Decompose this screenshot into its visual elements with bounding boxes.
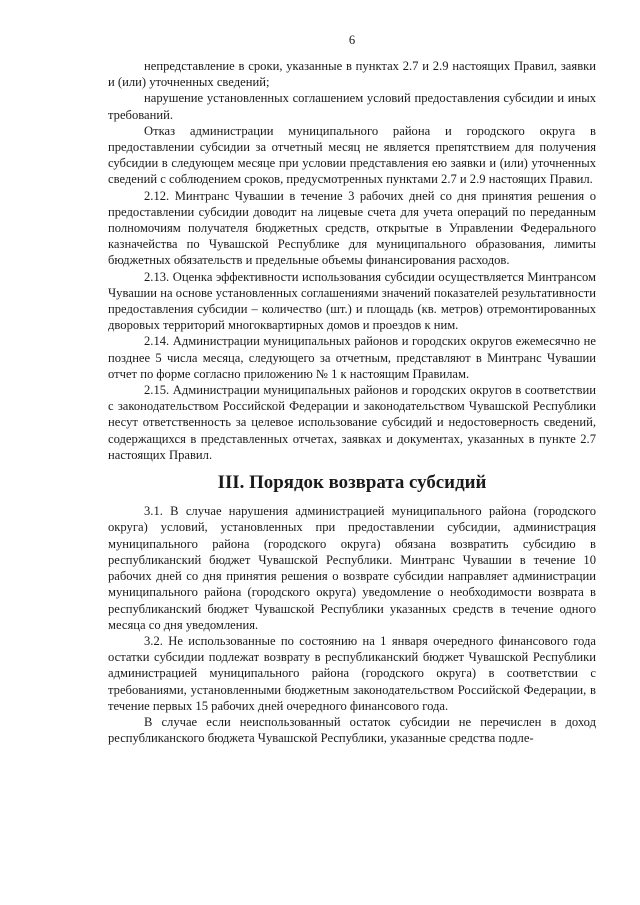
paragraph-2-12: 2.12. Минтранс Чувашии в течение 3 рабочих дней со дня принятия решения о предоставлении субсидии доводит на лицевые счета для учета операций по переданным полномочиям получателя бюджетных средств, открытые в Управлении Федерального казначейства по Чувашской Республике для муниципального образования, лимиты бюджетных обязательств и предельные объемы финансирования расходов. [108,188,596,268]
paragraph-3-2: 3.2. Не использованные по состоянию на 1 января очередного финансового года остатки субсидии подлежат возврату в республиканский бюджет Чувашской Республики администрацией муниципального района (городского округа) в соответствии с требованиями, установленными бюджетным законодательством Российской Федерации, в течение первых 15 рабочих дней очередного финансового года. [108,633,596,713]
document-page [108,32,596,746]
paragraph-item-2: нарушение установленных соглашением условий предоставления субсидии и иных требований. [108,91,596,122]
page-number: 6 [348,33,356,47]
paragraph-2-15: 2.15. Администрации муниципальных районов и городских округов в соответствии с законодательством Российской Федерации и законодательством Чувашской Республики несут ответственность за целевое использование субсидий и недостоверность сведений, содержащихся в представленных отчетах, заявках и документах, указанных в пункте 2.7 настоящих Правил. [108,383,596,462]
paragraph-refusal: Отказ администрации муниципального района и городского округа в предоставлении субсидии за отчетный месяц не является препятствием для получения субсидии в следующем месяце при условии представления ею заявки и (или) уточненных сведений с соблюдением сроков, предусмотренных пунктами 2.7 и 2.9 настоящих Правил. [108,123,596,187]
paragraph-item-1: непредставление в сроки, указанные в пунктах 2.7 и 2.9 настоящих Правил, заявки и (или) уточненных сведений; [108,59,596,90]
paragraph-unused-remainder: В случае если неиспользованный остаток субсидии не перечислен в доход республиканского бюджета Чувашской Республики, указанные средства подле- [108,714,596,746]
paragraph-2-14: 2.14. Администрации муниципальных районов и городских округов ежемесячно не позднее 5 числа месяца, следующего за отчетным, представляют в Минтранс Чувашии отчет по форме согласно приложению № 1 к настоящим Правилам. [108,334,596,381]
paragraph-2-13: 2.13. Оценка эффективности использования субсидии осуществляется Минтрансом Чувашии на основе установленных соглашениями значений показателей результативности предоставления субсидии – количество (шт.) и площадь (кв. метров) отремонтированных дворовых территорий многоквартирных домов и проездов к ним. [108,269,596,333]
section-title: III. Порядок возврата субсидий [217,472,487,494]
paragraph-3-1: 3.1. В случае нарушения администрацией муниципального района (городского округа) условий, установленных при предоставлении субсидии, администрация муниципального района (городского округа) обязана возвратить субсидию в республиканский бюджет Чувашской Республики. Минтранс Чувашии в течение 10 рабочих дней со дня принятия решения о возврате субсидии направляет администрации муниципального района (городского округа) уведомление о необходимости возврата в республиканский бюджет Чувашской Республики указанных средств в течение одного месяца со дня уведомления. [108,504,596,632]
